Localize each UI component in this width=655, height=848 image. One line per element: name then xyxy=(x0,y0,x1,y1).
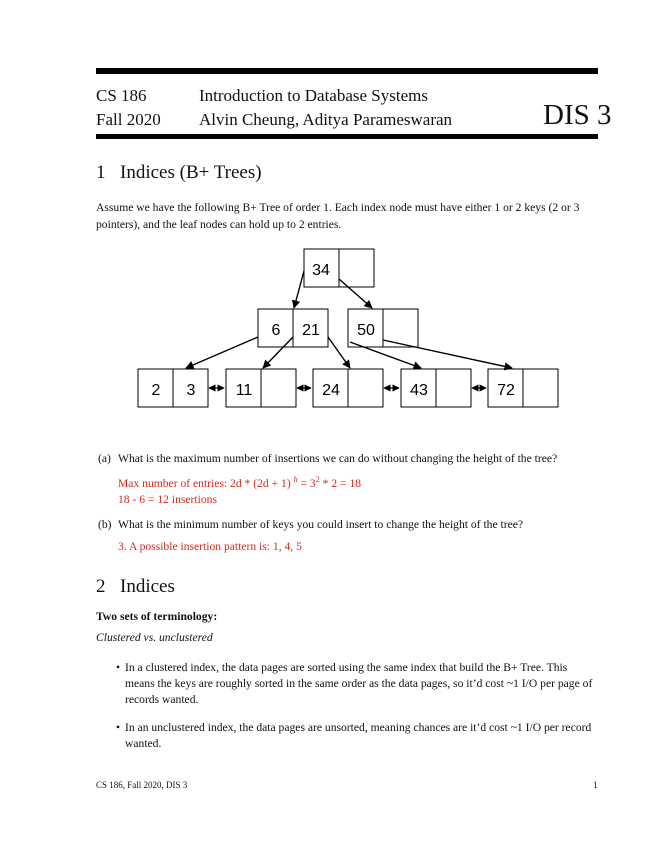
section-number: 2 xyxy=(96,576,106,597)
leaf-key: 11 xyxy=(235,382,253,399)
section-title: Indices (B+ Trees) xyxy=(120,162,262,183)
list-item-text: In a clustered index, the data pages are sorted using the same index that build the B+ Tree. This means the keys are roughly sorted in the same order as the data pages, so it’d cost ~1 I/O per page of records wanted. xyxy=(125,661,593,706)
pointer-arrow xyxy=(383,340,512,368)
leaf-key: 2 xyxy=(151,382,161,399)
question-label: (a) xyxy=(98,452,111,465)
section-title: Indices xyxy=(120,576,175,597)
section-1-intro: Assume we have the following B+ Tree of order 1. Each index node must have either 1 or 2 keys (2 or 3 pointers), and the leaf nodes can hold up to 2 entries. xyxy=(96,201,580,231)
doc-id: DIS 3 xyxy=(543,99,612,131)
course-code: CS 186 xyxy=(96,86,147,105)
bullet-icon: • xyxy=(116,661,121,674)
answer-a-line-1: Max number of entries: 2d * (2d + 1) $^h = 3^2 * 2 = 18$ xyxy=(118,475,362,490)
leaf-key: 24 xyxy=(322,382,340,399)
node-key: 50 xyxy=(357,322,375,339)
terminology-subtitle: Clustered vs. unclustered xyxy=(96,631,213,644)
pointer-arrow xyxy=(186,337,258,368)
question-a xyxy=(98,451,557,467)
list-item-text: In an unclustered index, the data pages are unsorted, meaning chances are it’d cost ~1 I/O per record wanted. xyxy=(125,721,592,750)
pointer-arrow xyxy=(328,337,350,368)
leaf-key: 43 xyxy=(410,382,428,399)
page-number: 1 xyxy=(593,780,598,790)
question-b xyxy=(98,517,523,533)
node-key: 34 xyxy=(312,262,330,279)
answer-a-line-2: 18 - 6 = 12 insertions xyxy=(118,493,217,506)
section-2-heading xyxy=(96,575,175,599)
section-number: 1 xyxy=(96,162,106,183)
leaf-key: 72 xyxy=(497,382,515,399)
question-label: (b) xyxy=(98,518,112,531)
bullet-icon: • xyxy=(116,721,121,734)
leaf-key: 3 xyxy=(186,382,196,399)
node-key: 6 xyxy=(271,322,281,339)
question-text: What is the maximum number of insertions we can do without changing the height of the tree? xyxy=(118,452,558,465)
instructors: Alvin Cheung, Aditya Parameswaran xyxy=(199,110,453,129)
footer-left: CS 186, Fall 2020, DIS 3 xyxy=(96,780,188,790)
pointer-arrow xyxy=(263,337,293,368)
pointer-arrow xyxy=(339,279,372,308)
node-key: 21 xyxy=(302,322,320,339)
answer-b: 3. A possible insertion pattern is: 1, 4, 5 xyxy=(118,540,302,553)
terminology-heading: Two sets of terminology: xyxy=(96,610,218,623)
question-text: What is the minimum number of keys you could insert to change the height of the tree? xyxy=(118,518,524,531)
term: Fall 2020 xyxy=(96,110,161,129)
doc-title: Introduction to Database Systems xyxy=(199,86,428,105)
pointer-arrow xyxy=(294,271,304,308)
